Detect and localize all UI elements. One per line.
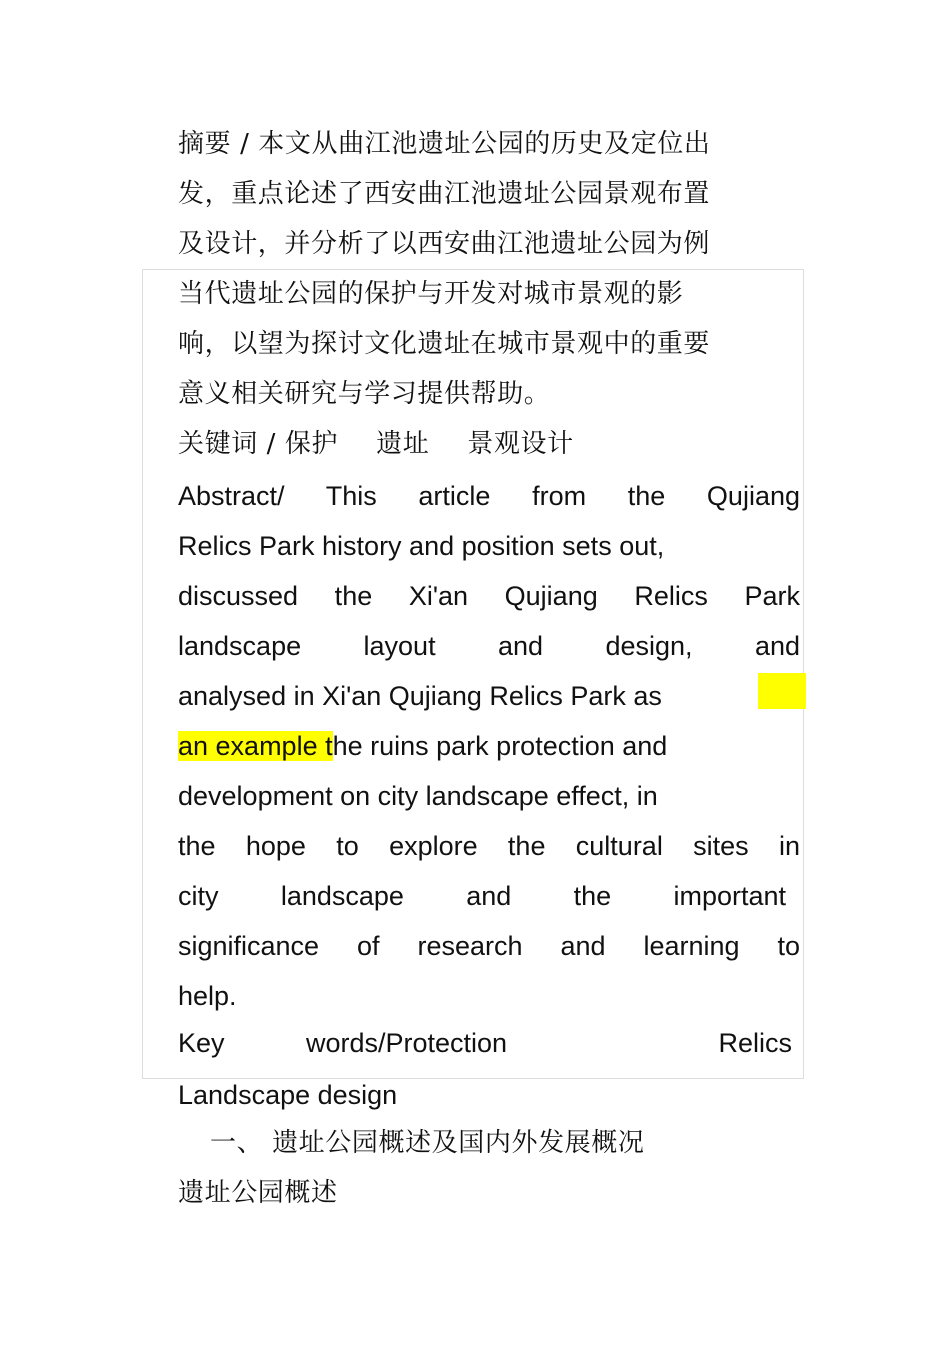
en-abstract-line-6-rest: he ruins park protection and — [332, 731, 668, 761]
zh-keywords-label: 关键词 / 保护 — [178, 429, 339, 459]
section-heading: 一、 遗址公园概述及国内外发展概况 — [210, 1128, 645, 1158]
en-abstract-line-5: analysed in Xi'an Qujiang Relics Park as — [178, 681, 662, 711]
en-keyword-protection: words/Protection — [305, 1028, 508, 1058]
en-abstract-line-7: development on city landscape effect, in — [178, 781, 658, 811]
zh-keywords — [178, 426, 800, 462]
zh-abstract-line-4: 当代遗址公园的保护与开发对城市景观的影 — [178, 279, 684, 309]
sub-heading: 遗址公园概述 — [178, 1178, 338, 1208]
zh-keyword-relics: 遗址 — [376, 429, 430, 459]
en-abstract-line-3: discussed the Xi'an Qujiang Relics Park — [178, 581, 800, 611]
en-abstract-line-4: landscape layout and design, and — [178, 631, 800, 661]
zh-abstract-line-2: 发，重点论述了西安曲江池遗址公园景观布置 — [178, 179, 711, 209]
en-abstract-line-9: city landscape and the important — [178, 881, 786, 911]
zh-abstract-line-6: 意义相关研究与学习提供帮助。 — [178, 379, 551, 409]
zh-abstract-line-5: 响，以望为探讨文化遗址在城市景观中的重要 — [178, 329, 711, 359]
en-abstract-line-11: help. — [178, 981, 237, 1011]
en-abstract-line-8: the hope to explore the cultural sites in — [178, 831, 800, 861]
en-keywords-label: Key — [178, 1028, 225, 1058]
highlighted-text: an example t — [178, 731, 333, 761]
zh-abstract-line-3: 及设计，并分析了以西安曲江池遗址公园为例 — [178, 229, 711, 259]
en-abstract-line-2: Relics Park history and position sets out, — [178, 531, 665, 561]
en-keywords — [178, 1025, 792, 1061]
en-keyword-relics: Relics — [718, 1028, 792, 1058]
en-abstract-line-6 — [178, 728, 800, 764]
zh-abstract-line-1: 摘要 / 本文从曲江池遗址公园的历史及定位出 — [178, 129, 711, 159]
en-keywords-line-2: Landscape design — [178, 1080, 398, 1110]
en-abstract-line-1: Abstract/ This article from the Qujiang — [178, 481, 800, 511]
en-abstract-line-10: significance of research and learning to — [178, 931, 800, 961]
zh-keyword-landscape-design: 景观设计 — [467, 429, 574, 459]
